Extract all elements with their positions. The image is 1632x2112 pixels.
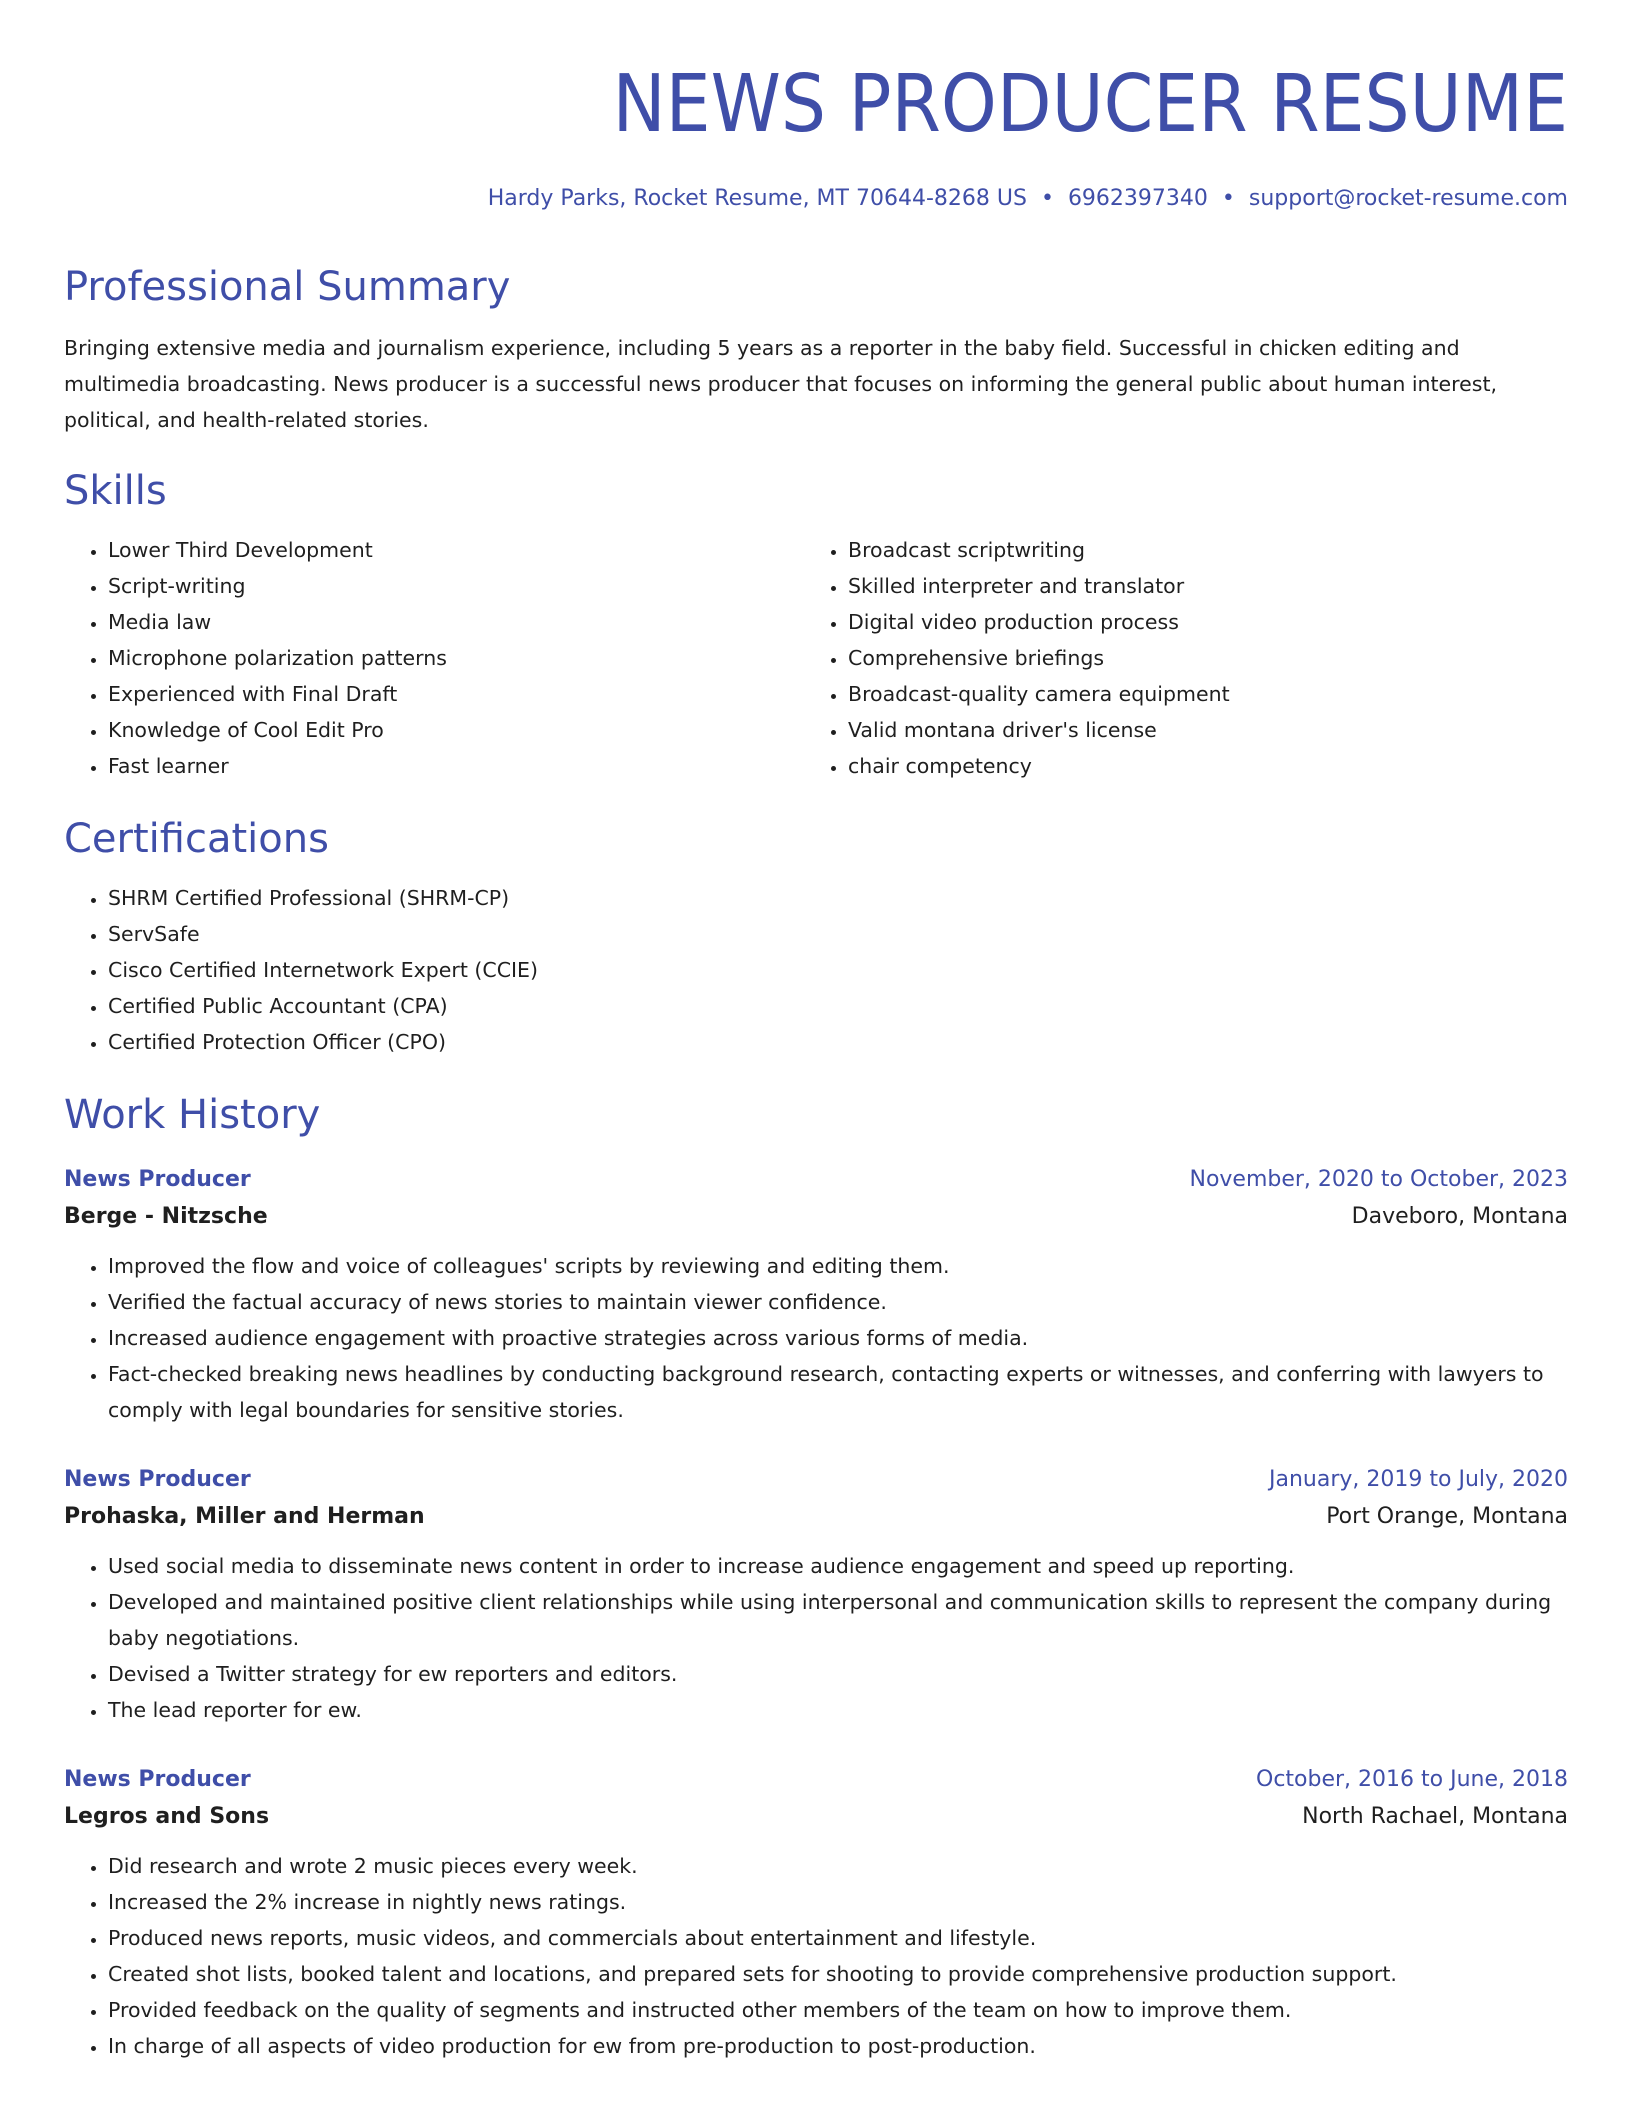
job-bullet: • Increased audience engagement with proactive strategies across various forms of media. — [108, 1320, 1568, 1356]
job-bullet: • Devised a Twitter strategy for ew reporters and editors. — [108, 1656, 1568, 1692]
skills-grid — [64, 532, 1568, 784]
job-bullet-list — [64, 1848, 1568, 2064]
job-location: Port Orange, Montana — [1326, 1504, 1568, 1529]
job-company-row — [64, 1198, 1568, 1236]
document-title: NEWS PRODUCER RESUME — [612, 58, 1568, 150]
job-role: News Producer — [64, 1467, 251, 1492]
job-bullet: • Verified the factual accuracy of news stories to maintain viewer confidence. — [108, 1284, 1568, 1320]
work-history-heading: Work History — [64, 1092, 321, 1138]
job-bullet: • Produced news reports, music videos, and commercials about entertainment and lifestyle. — [108, 1920, 1568, 1956]
job-dates: January, 2019 to July, 2020 — [1269, 1467, 1568, 1492]
certification-item: • ServSafe — [108, 916, 1568, 952]
skills-section — [64, 464, 1568, 784]
job-bullet: • Provided feedback on the quality of segments and instructed other members of the team on how to improve them. — [108, 1992, 1568, 2028]
skill-item: • Knowledge of Cool Edit Pro — [108, 712, 804, 748]
job-entry — [64, 1162, 1568, 1428]
summary-heading: Professional Summary — [64, 264, 511, 310]
job-company-row — [64, 1498, 1568, 1536]
skills-column-left — [64, 532, 804, 784]
job-entry — [64, 1762, 1568, 2064]
job-bullet: • Developed and maintained positive client relationships while using interpersonal and communication skills to represent the company during baby negotiations. — [108, 1584, 1568, 1656]
job-dates: October, 2016 to June, 2018 — [1256, 1767, 1568, 1792]
job-company: Prohaska, Miller and Herman — [64, 1504, 425, 1529]
skill-item: • Microphone polarization patterns — [108, 640, 804, 676]
skill-item: • Digital video production process — [848, 604, 1544, 640]
skills-list-left — [64, 532, 804, 784]
job-company: Berge - Nitzsche — [64, 1204, 268, 1229]
job-company-row — [64, 1798, 1568, 1836]
skill-item: • Lower Third Development — [108, 532, 804, 568]
job-title-row — [64, 1762, 1568, 1798]
job-bullet: • Created shot lists, booked talent and locations, and prepared sets for shooting to provide comprehensive production support. — [108, 1956, 1568, 1992]
job-bullet: • Improved the flow and voice of colleagues' scripts by reviewing and editing them. — [108, 1248, 1568, 1284]
skill-item: • Experienced with Final Draft — [108, 676, 804, 712]
resume-header — [64, 48, 1568, 214]
summary-section — [64, 260, 1568, 438]
skills-list-right — [804, 532, 1544, 784]
contact-email: support@rocket-resume.com — [1248, 186, 1568, 211]
job-title-row — [64, 1162, 1568, 1198]
jobs-container — [64, 1162, 1568, 2064]
contact-phone: 6962397340 — [1067, 186, 1208, 211]
certification-item: • Certified Protection Officer (CPO) — [108, 1024, 1568, 1060]
skill-item: • Valid montana driver's license — [848, 712, 1544, 748]
job-bullet: • The lead reporter for ew. — [108, 1692, 1568, 1728]
job-location: Daveboro, Montana — [1351, 1204, 1568, 1229]
certifications-heading: Certifications — [64, 816, 329, 862]
certification-item: • Cisco Certified Internetwork Expert (CCIE) — [108, 952, 1568, 988]
certifications-section — [64, 812, 1568, 1060]
job-dates: November, 2020 to October, 2023 — [1189, 1167, 1568, 1192]
skill-item: • Fast learner — [108, 748, 804, 784]
skill-item: • Script-writing — [108, 568, 804, 604]
contact-separator: • — [1040, 186, 1054, 211]
job-bullet: • Fact-checked breaking news headlines by conducting background research, contacting experts or witnesses, and conferring with lawyers to comply with legal boundaries for sensitive stories. — [108, 1356, 1568, 1428]
job-role: News Producer — [64, 1167, 251, 1192]
contact-separator: • — [1221, 186, 1235, 211]
contact-address: Hardy Parks, Rocket Resume, MT 70644-8268 US — [487, 186, 1027, 211]
job-bullet: • Increased the 2% increase in nightly news ratings. — [108, 1884, 1568, 1920]
job-company: Legros and Sons — [64, 1804, 270, 1829]
skills-column-right — [804, 532, 1544, 784]
skill-item: • Skilled interpreter and translator — [848, 568, 1544, 604]
work-history-section — [64, 1088, 1568, 2064]
job-bullet: • Did research and wrote 2 music pieces every week. — [108, 1848, 1568, 1884]
job-title-row — [64, 1462, 1568, 1498]
skills-heading: Skills — [64, 468, 167, 514]
skill-item: • chair competency — [848, 748, 1544, 784]
contact-line — [64, 184, 1568, 214]
job-location: North Rachael, Montana — [1302, 1804, 1568, 1829]
job-entry — [64, 1462, 1568, 1728]
skill-item: • Comprehensive briefings — [848, 640, 1544, 676]
job-bullet-list — [64, 1248, 1568, 1428]
certification-item: • Certified Public Accountant (CPA) — [108, 988, 1568, 1024]
job-bullet: • Used social media to disseminate news content in order to increase audience engagement and speed up reporting. — [108, 1548, 1568, 1584]
certifications-list — [64, 880, 1568, 1060]
job-role: News Producer — [64, 1767, 251, 1792]
job-bullet: • In charge of all aspects of video production for ew from pre-production to post-production. — [108, 2028, 1568, 2064]
skill-item: • Broadcast-quality camera equipment — [848, 676, 1544, 712]
job-bullet-list — [64, 1548, 1568, 1728]
skill-item: • Media law — [108, 604, 804, 640]
certification-item: • SHRM Certified Professional (SHRM-CP) — [108, 880, 1568, 916]
summary-text: Bringing extensive media and journalism experience, including 5 years as a reporter in the baby field. Successful in chicken editing and multimedia broadcasting. News producer is a successful news producer that focuses on informing the general public about human interest, political, and health-related stories. — [64, 336, 1497, 432]
skill-item: • Broadcast scriptwriting — [848, 532, 1544, 568]
